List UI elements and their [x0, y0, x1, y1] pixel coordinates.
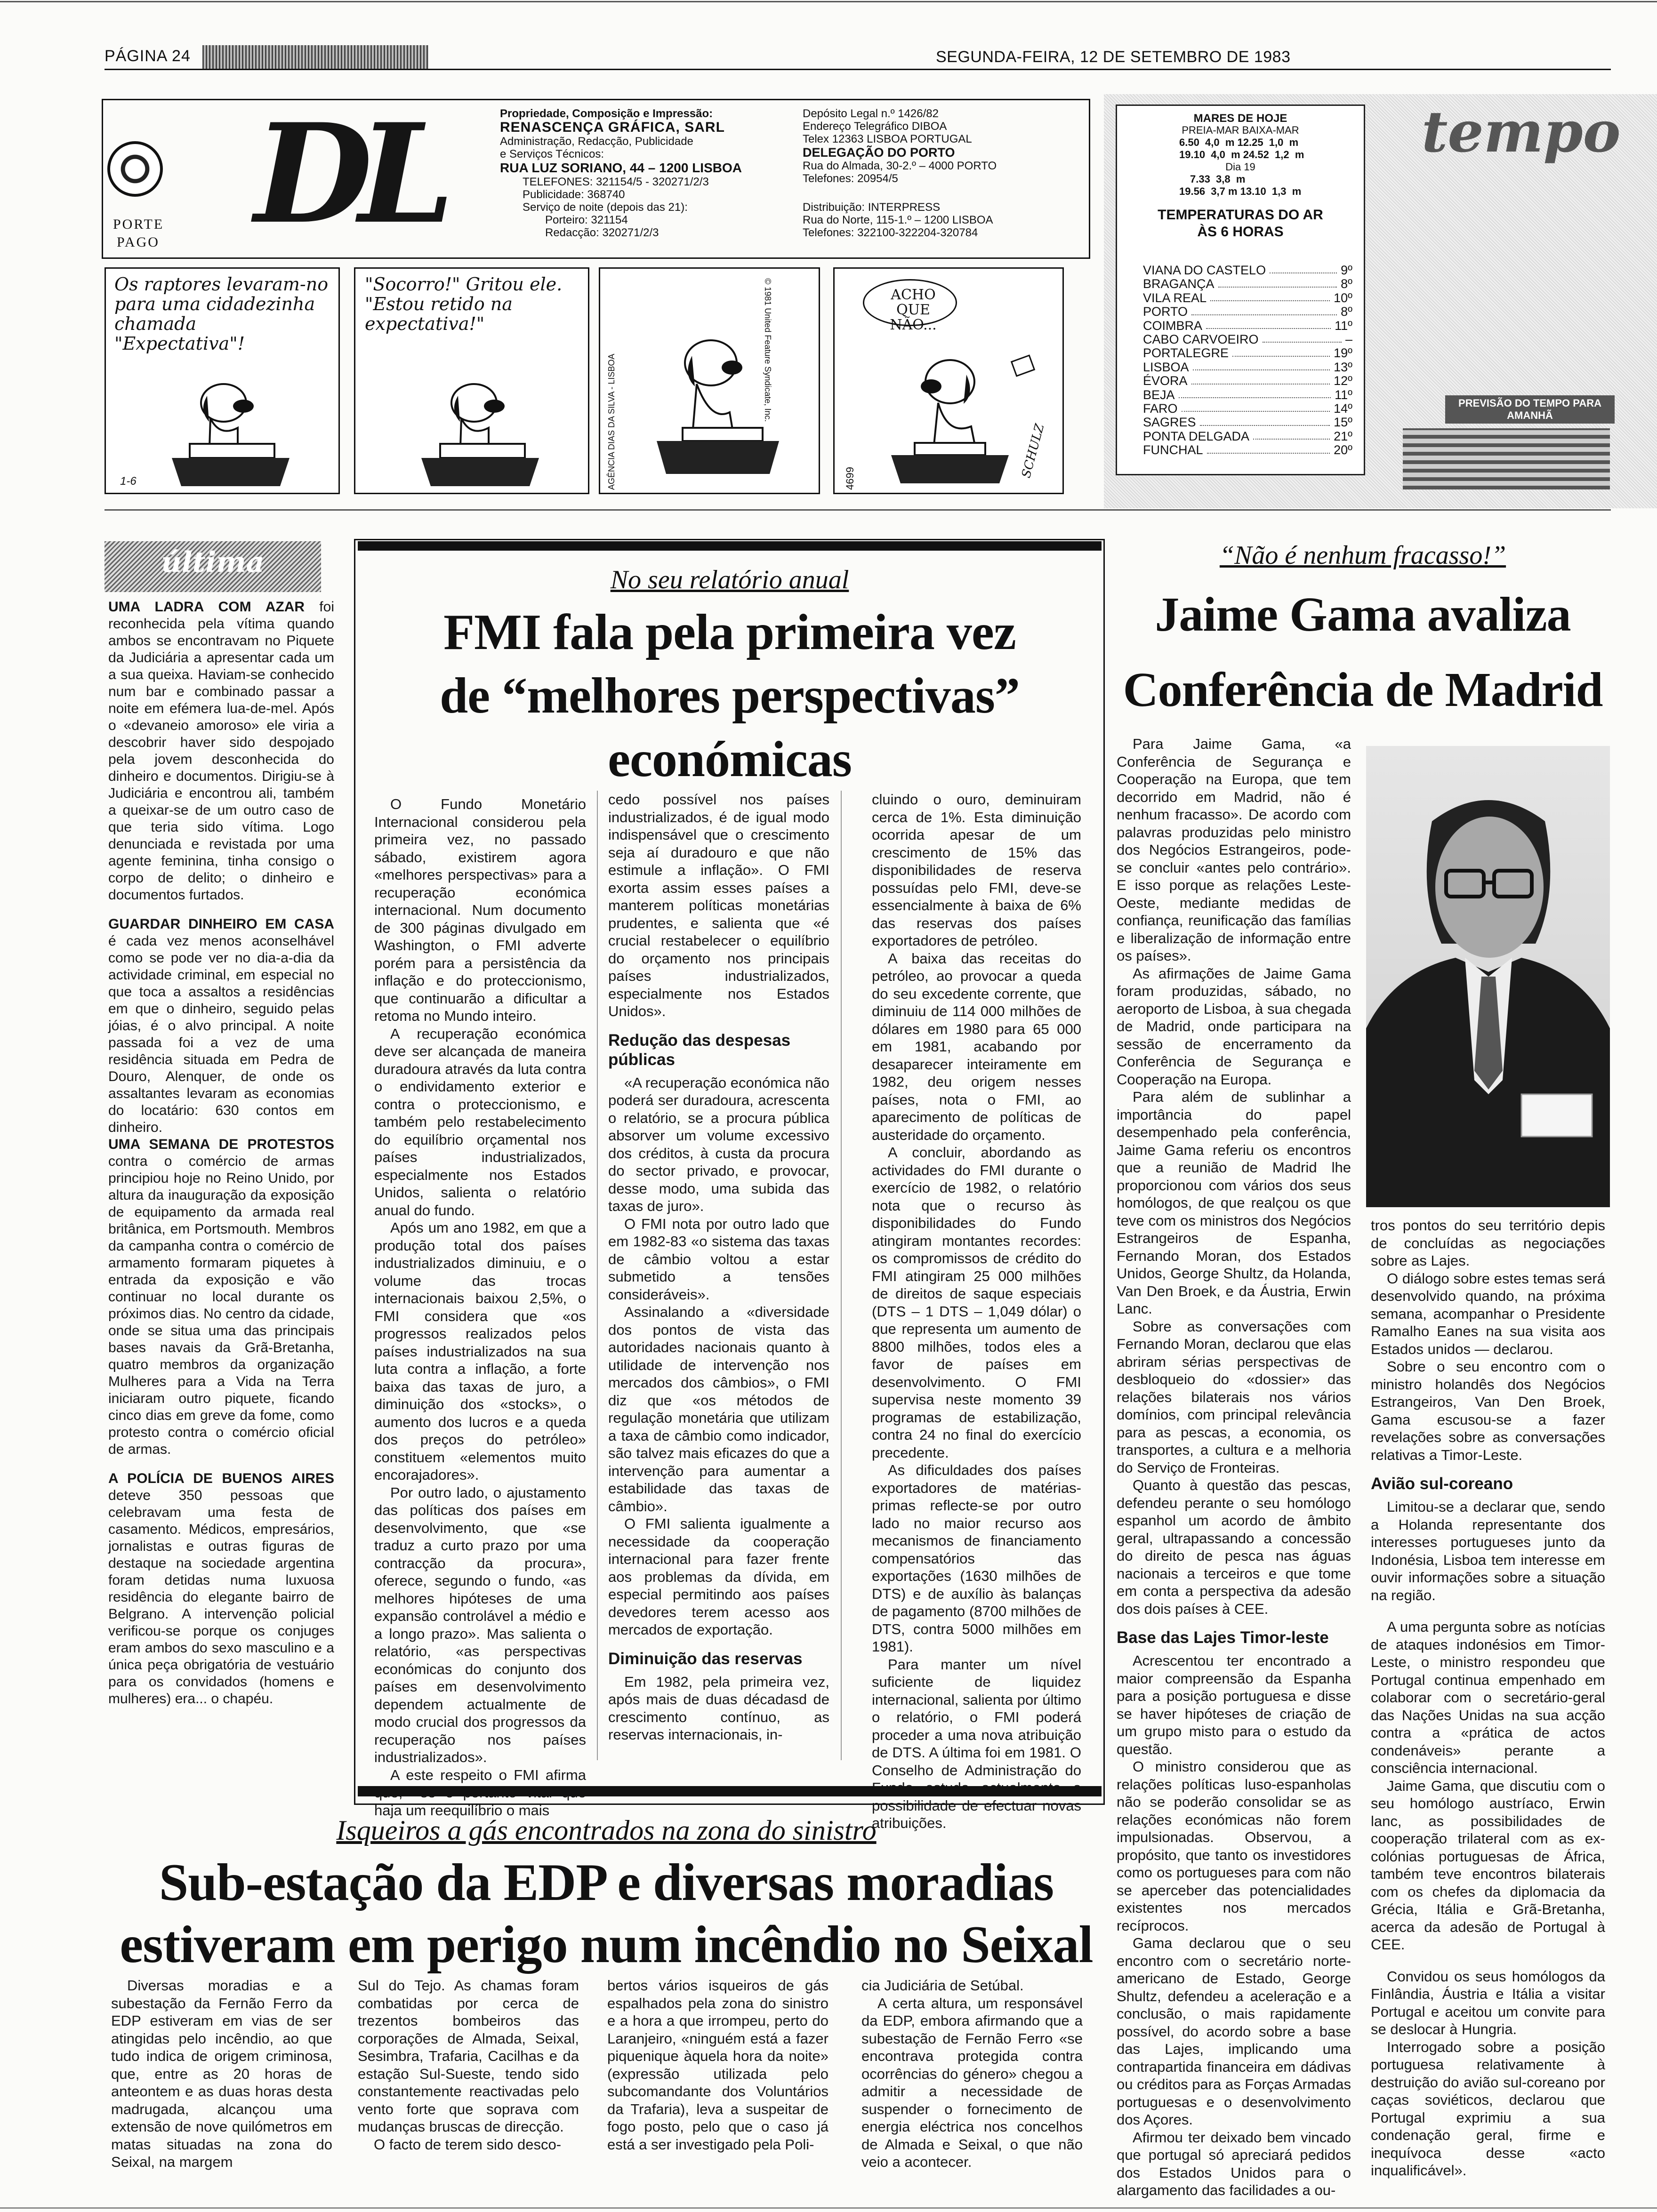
city-temp: 12º	[1334, 374, 1352, 388]
temperature-row	[1143, 402, 1352, 416]
subheading: Redução das despesas públicas	[608, 1031, 791, 1069]
leader-dots	[1270, 264, 1337, 273]
temperature-row	[1143, 430, 1352, 443]
temperature-row	[1143, 443, 1352, 457]
paragraph: Após um ano 1982, em que a produção total dos países industrializados diminuiu, e o volume das trocas internacionais baixou 2,5%, o FMI considera que «os progressos realizados pelos países industrializados na sua luta contra a inflação, a forte baixa das taxas de juro, a diminuição dos «stocks», o aumento dos lucros e a queda dos preços do petróleo» constituem «elementos muito encorajadores».	[374, 1219, 586, 1483]
temperature-row	[1143, 319, 1352, 333]
city-name: PORTALEGRE	[1143, 346, 1229, 361]
leader-dots	[1263, 333, 1342, 343]
fmi-column-1	[374, 795, 586, 1819]
leader-dots	[1200, 416, 1330, 425]
edp-c4-text-a: cia Judiciária de Setúbal.	[861, 1977, 1024, 1994]
city-name: SAGRES	[1143, 415, 1196, 430]
paragraph: O FMI nota por outro lado que em 1982-83 «o sistema das taxas de câmbio voltou a estar submetido a tensões consideráveis».	[608, 1215, 829, 1303]
paragraph: cedo possível nos países industrializados, é de igual modo indispensável que o crescimento seja aí duradouro e que não estimule a inflação». O FMI exorta assim esses países a manterem políticas monetárias prudentes, e salienta que «é crucial restabelecer o equilíbrio do orçamento nos principais países industrializados, especialmente nos Estados Unidos».	[608, 791, 829, 1019]
forecast-text-blur	[1403, 428, 1610, 489]
paragraph: A baixa das receitas do petróleo, ao provocar a queda do seu excedente corrente, que diminuiu de 114 000 milhões de dólares em 1980 para 65 000 em 1981, acabando por desaparecer inteiramente em 1982, deu origem nesses países, nota o FMI, ao aparecimento de políticas de austeridade do orçamento.	[872, 950, 1081, 1143]
telegraph: Endereço Telegráfico DIBOA	[803, 120, 947, 133]
edp-column-1	[111, 1977, 332, 2184]
masthead-owner-label: Propriedade, Composição e Impressão:	[500, 107, 713, 120]
ultima-item	[108, 1470, 334, 1707]
edp-c2-text-a: Sul do Tejo. As chamas foram combatidas por cerca de trezentos bombeiros das corporações de Almada, Seixal, Sesimbra, Trafaria, Cacilhas e da estação Sul-Sueste, tendo sido constantemente reactivadas pelo vento forte que soprava com mudanças bruscas de direcção.	[358, 1977, 579, 2135]
paragraph: O Fundo Monetário Internacional considerou pela primeira vez, no passado sábado, existirem agora «melhores perspectivas» para a recuperação económica internacional. Num documento de 300 páginas divulgado em Washington, o FMI adverte porém para a persistência da inflação e do proteccionismo, que continuarão a dificultar a retoma no Mundo inteiro.	[374, 796, 586, 1024]
halftone-strip	[202, 45, 428, 70]
paragraph: Assinalando a «diversidade dos pontos de vista das autoridades nacionais quanto à utilidade de intervenção nos mercados dos câmbios», o FMI diz que «os métodos de regulação monetária que utilizam a taxa de câmbio como indicador, são talvez mais eficazes do que a intervenção para aumentar a estabilidade das taxas de câmbio».	[608, 1304, 829, 1515]
paragraph: «A recuperação económica não poderá ser duradoura, acrescenta o relatório, se a procura pública absorver um volume excessivo dos créditos, à custa da procura do sector privado, e provocar, desse modo, uma subida das taxas de juro».	[608, 1074, 830, 1214]
porto-address: Rua do Almada, 30-2.º – 4000 PORTO	[803, 160, 997, 172]
comic-code-2: 4699	[844, 467, 856, 490]
city-temp: 15º	[1334, 415, 1352, 430]
tide-row-3: Dia 19	[1225, 161, 1255, 173]
leader-dots	[1210, 291, 1330, 301]
paragraph: Convidou os seus homólogos da Finlândia, Áustria e Itália a visitar Portugal e aceitou um convite para se deslocar à Hungria.	[1371, 1968, 1605, 2037]
tide-row-2: 19.10 4,0 m 24.52 1,2 m	[1179, 149, 1304, 160]
distribution-address: Rua do Norte, 115-1.º – 1200 LISBOA	[803, 214, 993, 226]
city-name: PORTO	[1143, 305, 1188, 319]
paragraph: A concluir, abordando as actividades do FMI durante o exercício de 1982, o relatório nota que o recurso às disponibilidades do Fundo atingiram montantes recordes: os compromissos de crédito do FMI atingiram 25 000 milhões de direitos de saque especiais (DTS – 1 DTS – 1,049 dólar) o que representa um aumento de 8800 milhões, todos eles a favor de países em desenvolvimento. O FMI supervisa neste momento 39 programas de estabilização, contra 24 no final do exercício precedente.	[872, 1144, 1081, 1461]
city-name: COIMBRA	[1143, 318, 1203, 333]
paragraph: A este respeito o FMI afirma haja um reequilíbrio o mais	[374, 1766, 586, 1819]
paragraph: Acrescentou ter encontrado a maior compreensão da Espanha para a posição portuguesa e disse se haver hipóteses de criação de um grupo misto para o estudo da questão.	[1117, 1652, 1351, 1757]
paragraph: cluindo o ouro, deminuiram cerca de 1%. Esta diminuição ocorrida apesar de um crescimento de 15% das disponibilidades de reserva possuídas pelo FMI, deve-se essencialmente à baixa de 6% das reservas dos países exportadores de petróleo.	[872, 791, 1081, 949]
edp-c4-text-b: A certa altura, um responsável da EDP, embora afirmando que a subestação de Fernão Ferro «se encontrava protegida contra ocorrências do género» chegou a admitir a necessidade de suspender o fornecimento de energia eléctrica nos concelhos de Almada e Seixal, o que não veio a acontecer.	[861, 1995, 1083, 2170]
city-temp: 11º	[1335, 318, 1352, 333]
fmi-column-2	[608, 791, 829, 1765]
city-name: FUNCHAL	[1143, 443, 1203, 457]
masthead-info-2	[803, 107, 1085, 239]
paragraph: Em 1982, pela primeira vez, após mais de duas décadasd de crescimento contínuo, as reservas internacionais, in-	[608, 1673, 829, 1743]
ultima-item	[108, 1136, 334, 1458]
leader-dots	[1207, 443, 1330, 453]
fmi-title-3: económicas	[608, 731, 852, 787]
edp-c3-text: bertos vários isqueiros de gás espalhados pela zona do sinistro e a hora a que irrompeu, perto do Laranjeiro, «ninguém está a fazer piquenique àquela hora da noite» (expressão utilizada pelo subcomandante dos Voluntários da Trafaria), leva a suspeitar de fogo posto, pelo que o caso já está a ser investigado pela Poli-	[607, 1977, 828, 2153]
masthead-porter: Porteiro: 321154	[545, 214, 628, 226]
city-temp: 19º	[1334, 346, 1352, 361]
ultima-item	[108, 599, 334, 904]
tide-row-4: 7.33 3,8 m	[1190, 173, 1246, 185]
fmi-divider-2	[841, 791, 842, 1760]
paragraph: Gama declarou que o seu encontro com o secretário norte-americano de Estado, George Shultz, defendeu a aceleração e a conclusão, o mais rapidamente possível, do acordo sobre a base das Lajes, implicando uma contrapartida financeira em dádivas ou créditos para as Forças Armadas portuguesas e o desenvolvimento dos Açores.	[1117, 1935, 1351, 2128]
city-name: VILA REAL	[1143, 290, 1207, 305]
masthead-crest	[107, 141, 163, 197]
tempo-logo: tempo	[1422, 99, 1621, 165]
gama-column-1	[1117, 735, 1351, 2198]
masthead-ads: Publicidade: 368740	[523, 188, 625, 201]
leader-dots	[1179, 388, 1331, 398]
tide-subtitle: PREIA-MAR BAIXA-MAR	[1182, 124, 1299, 136]
paragraph: Quanto à questão das pescas, defendeu perante o seu homólogo espanhol um acordo de âmbito geral, ultrapassando a concessão do direito de pesca nas águas nacionais a terceiros e que tome em conta a perspectiva da adesão dos dois países à CEE.	[1117, 1477, 1351, 1617]
portrait-icon	[1366, 746, 1610, 1207]
ultima-text: deteve 350 pessoas que celebravam uma festa de casamento. Médicos, empresários, jornalistas e outras figuras de destaque na sociedade argentina foram detidas numa luxuosa residência do elegante bairro de Belgrano. A intervenção policial verificou-se porque os conjuges eram ambos do sexo masculino e a única peça obrigatória de vestuário para os convidados (homens e mulheres) era... o chapéu.	[108, 1488, 334, 1707]
comic-panel-2	[354, 267, 589, 494]
page-date: SEGUNDA-FEIRA, 12 DE SETEMBRO DE 1983	[936, 48, 1291, 66]
temperature-row	[1143, 305, 1352, 319]
masthead-address: RUA LUZ SORIANO, 44 – 1200 LISBOA	[500, 160, 742, 175]
paragraph: Por outro lado, o ajustamento das políticas dos países em desenvolvimento, que «se traduz a curto prazo por uma contracção da procura», oferece, segundo o fundo, «as melhores hipóteses de uma expansão controlável a médio e a longo prazo». Mas salienta o relatório, «as perspectivas económicas do conjunto dos países em desenvolvimento dependem actualmente de modo crucial dos progressos da recuperação nos países industrializados».	[374, 1484, 586, 1765]
paragraph: Limitou-se a declarar que, sendo a Holanda representante dos interesses portugueses junto da Indonésia, Lisboa tem interesse em ouvir informações sobre a situação na região.	[1371, 1499, 1605, 1603]
temperature-row	[1143, 388, 1352, 402]
tide-title: MARES DE HOJE	[1193, 112, 1287, 125]
leader-dots	[1232, 346, 1330, 356]
city-temp: 20º	[1334, 443, 1352, 457]
masthead-services: e Serviços Técnicos:	[500, 148, 604, 160]
temperature-row	[1143, 291, 1352, 305]
comic-caption-1: Os raptores levaram-no para uma cidadezinha chamada "Expectativa"!	[114, 274, 329, 354]
edp-title-1: Sub-estação da EDP e diversas moradias	[159, 1853, 1054, 1912]
city-name: LISBOA	[1143, 360, 1189, 374]
temp-subtitle: ÀS 6 HORAS	[1197, 224, 1284, 240]
pago-label: PAGO	[117, 234, 160, 250]
ultima-column	[108, 599, 334, 1775]
porte-label: PORTE	[113, 216, 164, 232]
paragraph: Para além de sublinhar a importância do papel desempenhado pela conferência, Jaime Gama referiu os encontros que a reunião de Madrid lhe proporcionou com vários dos seus homólogos, de que realçou os que teve com os ministros dos Negócios Estrangeiros de Espanha, Fernando Moran, dos Estados Unidos, George Shultz, da Holanda, Van Den Broek, e da Áustria, Erwin Lanc.	[1117, 1089, 1351, 1317]
leader-dots	[1206, 319, 1331, 329]
upper-section-rule	[105, 509, 1611, 511]
city-name: BRAGANÇA	[1143, 277, 1215, 291]
masthead-phones: TELEFONES: 321154/5 - 320271/2/3	[523, 176, 709, 188]
dl-logo: DL	[254, 94, 441, 254]
gama-title-1: Jaime Gama avaliza	[1155, 587, 1571, 641]
edp-column-4	[861, 1977, 1083, 2184]
distribution-phones: Telefones: 322100-322204-320784	[803, 226, 978, 239]
temp-title: TEMPERATURAS DO AR	[1158, 207, 1323, 223]
paragraph: Para Jaime Gama, «a Conferência de Segurança e Cooperação na Europa, que tem decorrido em Madrid, não é nenhum fracasso». De acordo com palavras produzidas pelo ministro dos Negócios Estrangeiros, pode-se concluir «antes pelo contrário». E isso porque as relações Leste-Oeste, mediante medidas de confiança, reunificação das famílias e liberalização de informação entre os países».	[1117, 736, 1351, 964]
paragraph: A uma pergunta sobre as notícias de ataques indonésios em Timor-Leste, o ministro respondeu que Portugal continua empenhado em colaborar com o secretário-geral das Nações Unidas na sua acção contra a «prática de actos condenáveis» perante a consciência internacional.	[1371, 1619, 1605, 1776]
fmi-divider-1	[597, 791, 598, 1760]
leader-dots	[1253, 430, 1330, 440]
leader-dots	[1191, 305, 1337, 315]
masthead-newsroom: Redacção: 320271/2/3	[545, 226, 659, 239]
porto-office: DELEGAÇÃO DO PORTO	[803, 145, 955, 160]
edp-column-3	[607, 1977, 828, 2184]
leader-dots	[1193, 361, 1330, 370]
paragraph: A recuperação económica deve ser alcançada de maneira duradoura através da luta contra o endividamento exterior e contra o proteccionismo, e também pelo restabelecimento do equilíbrio orçamental nos países industrializados, especialmente nos Estados Unidos, salienta o relatório anual do fundo.	[374, 1025, 586, 1218]
comic-panel-1	[105, 267, 340, 494]
fmi-top-bar	[358, 541, 1102, 551]
city-temp: 11º	[1335, 387, 1352, 402]
fmi-title-1: FMI fala pela primeira vez	[443, 604, 1016, 660]
city-name: PONTA DELGADA	[1143, 429, 1250, 443]
forecast-label: PREVISÃO DO TEMPO PARA AMANHÃ	[1445, 395, 1615, 424]
comic-panel-3	[599, 267, 820, 494]
leader-dots	[1182, 402, 1330, 412]
subheading: Avião sul-coreano	[1371, 1475, 1513, 1493]
fmi-title-2: de “melhores perspectivas”	[440, 668, 1020, 724]
header-rule	[105, 69, 1611, 70]
gama-title-2: Conferência de Madrid	[1123, 663, 1603, 717]
gama-column-2	[1371, 1217, 1605, 2179]
temperature-row	[1143, 416, 1352, 429]
temperature-row	[1143, 361, 1352, 374]
paragraph: Sobre as conversações com Fernando Moran, declarou que elas abriram sérias perspectivas de desbloqueio do «dossier» das relações bilaterais nos vários domínios, com principal relevância para as pescas, a economia, os transportes, a cultura e a melhoria do Serviço de Fronteiras.	[1117, 1318, 1351, 1476]
city-temp: 8º	[1341, 277, 1352, 291]
snoopy-sitting-icon	[600, 269, 821, 496]
city-name: VIANA DO CASTELO	[1143, 263, 1266, 277]
comic-signature: SCHULZ	[1019, 422, 1047, 480]
comic-caption-4: ACHO QUE NÃO...	[890, 287, 937, 333]
temperature-row	[1143, 333, 1352, 346]
fmi-column-3	[872, 791, 1081, 1831]
leader-dots	[1218, 277, 1337, 287]
fmi-kicker: No seu relatório anual	[610, 565, 849, 594]
subheading: Base das Lajes Timor-leste	[1117, 1628, 1329, 1647]
tide-row-1: 6.50 4,0 m 12.25 1,0 m	[1179, 136, 1299, 148]
fmi-bottom-bar	[358, 1786, 1102, 1796]
paragraph: Sobre o seu encontro com o ministro holandês dos Negócios Estrangeiros, Van Den Broek, Gama escusou-se a fazer revelações sobre as conversações relativas a Timor-Leste.	[1371, 1358, 1605, 1463]
masthead-info-1	[500, 107, 801, 239]
temperature-row	[1143, 374, 1352, 388]
telex: Telex 12363 LISBOA PORTUGAL	[803, 133, 972, 145]
ultima-lead: UMA SEMANA DE PROTESTOS	[108, 1137, 334, 1152]
city-temp: 21º	[1334, 429, 1352, 443]
paragraph: Afirmou ter deixado bem vincado que portugal só apreciará pedidos dos Estados Unidos para o alargamento das facilidades a ou-	[1117, 2129, 1351, 2198]
masthead-company: RENASCENÇA GRÁFICA, SARL	[500, 120, 725, 135]
ultima-badge-text: última	[161, 546, 265, 579]
city-temp: 13º	[1334, 360, 1352, 374]
comic-caption-2: "Socorro!" Gritou ele. "Estou retido na expectativa!"	[365, 274, 563, 334]
city-temp: 9º	[1341, 263, 1352, 277]
comic-code-1: 1-6	[120, 475, 137, 488]
city-name: ÉVORA	[1143, 374, 1188, 388]
temperature-row	[1143, 346, 1352, 360]
comic-copyright: © 1981 United Feature Syndicate, Inc.	[763, 278, 772, 422]
city-temp: 8º	[1341, 305, 1352, 319]
page-number: PÁGINA 24	[105, 47, 191, 65]
paragraph: As afirmações de Jaime Gama foram produzidas, sábado, no aeroporto de Lisboa, à sua chegada de Madrid, onde participara na sessão de encerramento da Conferência de Segurança e Cooperação na Europa.	[1117, 965, 1351, 1088]
masthead-night: Serviço de noite (depois das 21):	[523, 201, 688, 214]
edp-c2-text-b: O facto de terem sido desco-	[374, 2136, 562, 2153]
edp-c1-text: Diversas moradias e a subestação da Fernão Ferro da EDP estiveram em vias de ser atingidas pelo incêndio, ao que tudo indica de origem criminosa, que, entre as 20 horas de anteontem e as duas horas desta madrugada, alcançou uma extensão de nove quilómetros em matas situadas na zona do Seixal, na margem	[111, 1977, 332, 2170]
edp-title-2: estiveram em perigo num incêndio no Seixal	[120, 1915, 1093, 1974]
ultima-text: é cada vez menos aconselhável como se pode ver no dia-a-dia da actividade criminal, em especial no que toca a assaltos a residências em que o dinheiro, seguido pelas jóias, é o alvo principal. A noite passada foi a vez de uma residência situada em Pedra de Douro, Alenquer, de onde os assaltantes levaram as economias do locatário: 630 contos em dinheiro.	[108, 933, 334, 1135]
temperature-row	[1143, 277, 1352, 291]
gama-kicker: “Não é nenhum fracasso!”	[1219, 541, 1506, 570]
city-name: BEJA	[1143, 387, 1175, 402]
comic-panel-4	[833, 267, 1064, 494]
legal-deposit: Depósito Legal n.º 1426/82	[803, 107, 939, 120]
paragraph: O diálogo sobre estes temas será desenvolvido quando, na próxima semana, acompanhar o Presidente Ramalho Eanes na sua visita aos Estados unidos — declarou.	[1371, 1270, 1605, 1357]
tide-row-5: 19.56 3,7 m 13.10 1,3 m	[1179, 185, 1302, 197]
ultima-text: foi reconhecida pela vítima quando ambos se encontravam no Piquete da Judiciária a apresentar cada um a sua queixa. Haviam-se conhecido num bar e combinado passar a noite em efémera lua-de-mel. Após o «devaneio amoroso» ele viria a descobrir haver sido despojado pela jovem desconhecida do dinheiro e documentos. Dirigiu-se à Judiciária e encontrou ali, também a queixar-se de um outro caso de que teria sido vítima. Logo denunciada e revistada por uma agente feminina, tinha consigo o corpo de delito; o dinheiro e documentos furtados.	[108, 599, 334, 903]
snoopy-typing-icon	[106, 269, 341, 496]
temperature-row	[1143, 264, 1352, 277]
city-temp: 14º	[1334, 401, 1352, 416]
jaime-gama-photo	[1366, 746, 1610, 1207]
ultima-item	[108, 916, 334, 1136]
city-temp: 10º	[1334, 290, 1352, 305]
temperature-list	[1143, 264, 1352, 457]
paragraph: O ministro considerou que as relações políticas luso-espanholas não se poderão consolidar se as relações económicas não forem impulsionadas. Observou, a propósito, que tanto os investidores como os portugueses para com não se aperceber das potencialidades existentes nos mercados recíprocos.	[1117, 1758, 1351, 1934]
paragraph: Jaime Gama, que discutiu com o seu homólogo austríaco, Erwin lanc, as possibilidades de cooperação trilateral com as ex-colónias portuguesas de África, também teve encontros bilaterais com os chefes da diplomacia da Grécia, Itália e Grã-Bretanha, acerca da adesão de Portugal à CEE.	[1371, 1777, 1605, 1953]
ultima-lead: UMA LADRA COM AZAR	[108, 599, 305, 615]
paragraph: As dificuldades dos países exportadores de matérias-primas reflecte-se por outro lado no maior recurso aos mecanismos de financiamento compensatórios das exportações (1630 milhões de DTS) e de auxílio às balanças de pagamento (8700 milhões de DTS, contra 5000 milhões em 1981).	[872, 1462, 1081, 1655]
porto-phones: Telefones: 20954/5	[803, 172, 898, 185]
leader-dots	[1191, 374, 1330, 384]
edp-column-2	[358, 1977, 579, 2184]
city-name: CABO CARVOEIRO	[1143, 332, 1259, 347]
bottom-rule	[0, 2207, 1657, 2209]
city-name: FARO	[1143, 401, 1178, 416]
comic-agency: AGÊNCIA DIAS DA SILVA - LISBOA	[607, 353, 616, 490]
ultima-text: contra o comércio de armas principiou hoje no Reino Unido, por altura da inauguração da exposição de equipamento da armada real britânica, em Portsmouth. Membros da campanha contra o comércio de armamento formaram piquetes à entrada da exposição e vão continuar no local durante os próximos dias. No centro da cidade, onde se situa uma das principais bases navais da Grã-Bretanha, quatro membros da organização Mulheres para a Vida na Terra iniciaram outro piquete, ficando cinco dias em greve da fome, como protesto contra o comércio oficial de armas.	[108, 1154, 334, 1457]
paragraph: Interrogado sobre a posição portuguesa relativamente à destruição do avião sul-coreano por caças soviéticos, declarou que Portugal exprimiu a sua condenação geral, firme e inequívoca desse «acto inqualificável».	[1371, 2038, 1605, 2179]
edp-kicker: Isqueiros a gás encontrados na zona do sinistro	[336, 1815, 877, 1846]
paragraph: O FMI salienta igualmente a necessidade da cooperação internacional para fazer frente aos problemas da dívida, em especial permitindo aos países devedores terem acesso aos mercados de exportação.	[608, 1515, 829, 1638]
subheading: Diminuição das reservas	[608, 1649, 803, 1668]
distribution: Distribuição: INTERPRESS	[803, 201, 941, 214]
ultima-lead: A POLÍCIA DE BUENOS AIRES	[108, 1471, 334, 1486]
ultima-lead: GUARDAR DINHEIRO EM CASA	[108, 916, 334, 932]
snoopy-typing-icon-2	[355, 269, 591, 496]
masthead-admin: Administração, Redacção, Publicidade	[500, 135, 693, 148]
paragraph: Para manter um nível suficiente de liquidez internacional, salienta por último o relatório, o FMI poderá proceder a uma nova atribuição de DTS. A última foi em 1981. O Conselho de Administração do possibilidade de efectuar novas atribuições.	[872, 1656, 1081, 1831]
paragraph: tros pontos do seu território depis de concluídas as negociações sobre as Lajes.	[1371, 1217, 1605, 1269]
city-temp: –	[1345, 332, 1352, 347]
